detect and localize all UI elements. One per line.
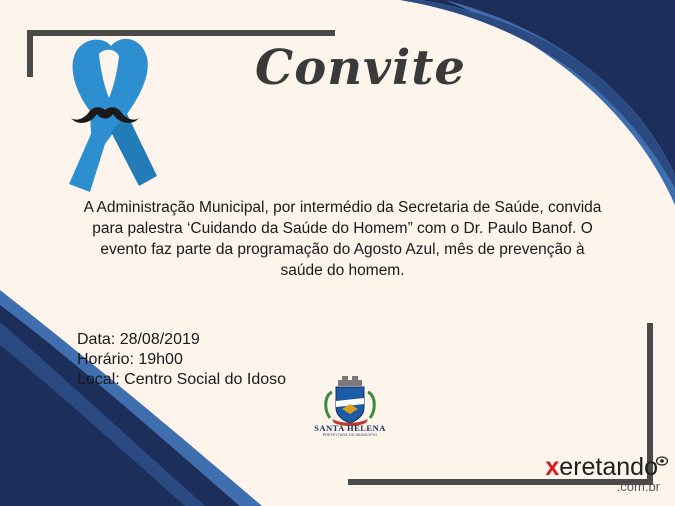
message-line: A Administração Municipal, por intermédio da Secretaria de Saúde, convida [83, 199, 602, 216]
event-time: Horário: 19h00 [77, 351, 183, 368]
crest-city-name: SANTA HELENA [314, 423, 386, 433]
invitation-message [70, 197, 615, 281]
watermark-brand-rest: eretando [559, 453, 658, 481]
watermark-brand-x: x [545, 453, 560, 481]
message-line: para palestra ‘Cuidando da Saúde do Homem” com o Dr. Paulo Banof. O [92, 220, 593, 237]
message-line: saúde do homem. [280, 262, 405, 279]
site-watermark [520, 453, 668, 494]
watermark-domain: .com.br [616, 479, 660, 494]
event-details [77, 330, 286, 390]
crest-subtitle: PREFEITURA DO MUNICÍPIO [322, 433, 378, 437]
invitation-title: Convite [255, 40, 466, 96]
message-line: evento faz parte da programação do Agosto Azul, mês de prevenção à [100, 241, 585, 258]
event-location: Local: Centro Social do Idoso [77, 371, 287, 388]
blue-ribbon-icon [55, 36, 165, 194]
watermark-brand [520, 453, 668, 481]
eye-icon [656, 455, 668, 467]
event-date: Data: 28/08/2019 [77, 331, 200, 348]
